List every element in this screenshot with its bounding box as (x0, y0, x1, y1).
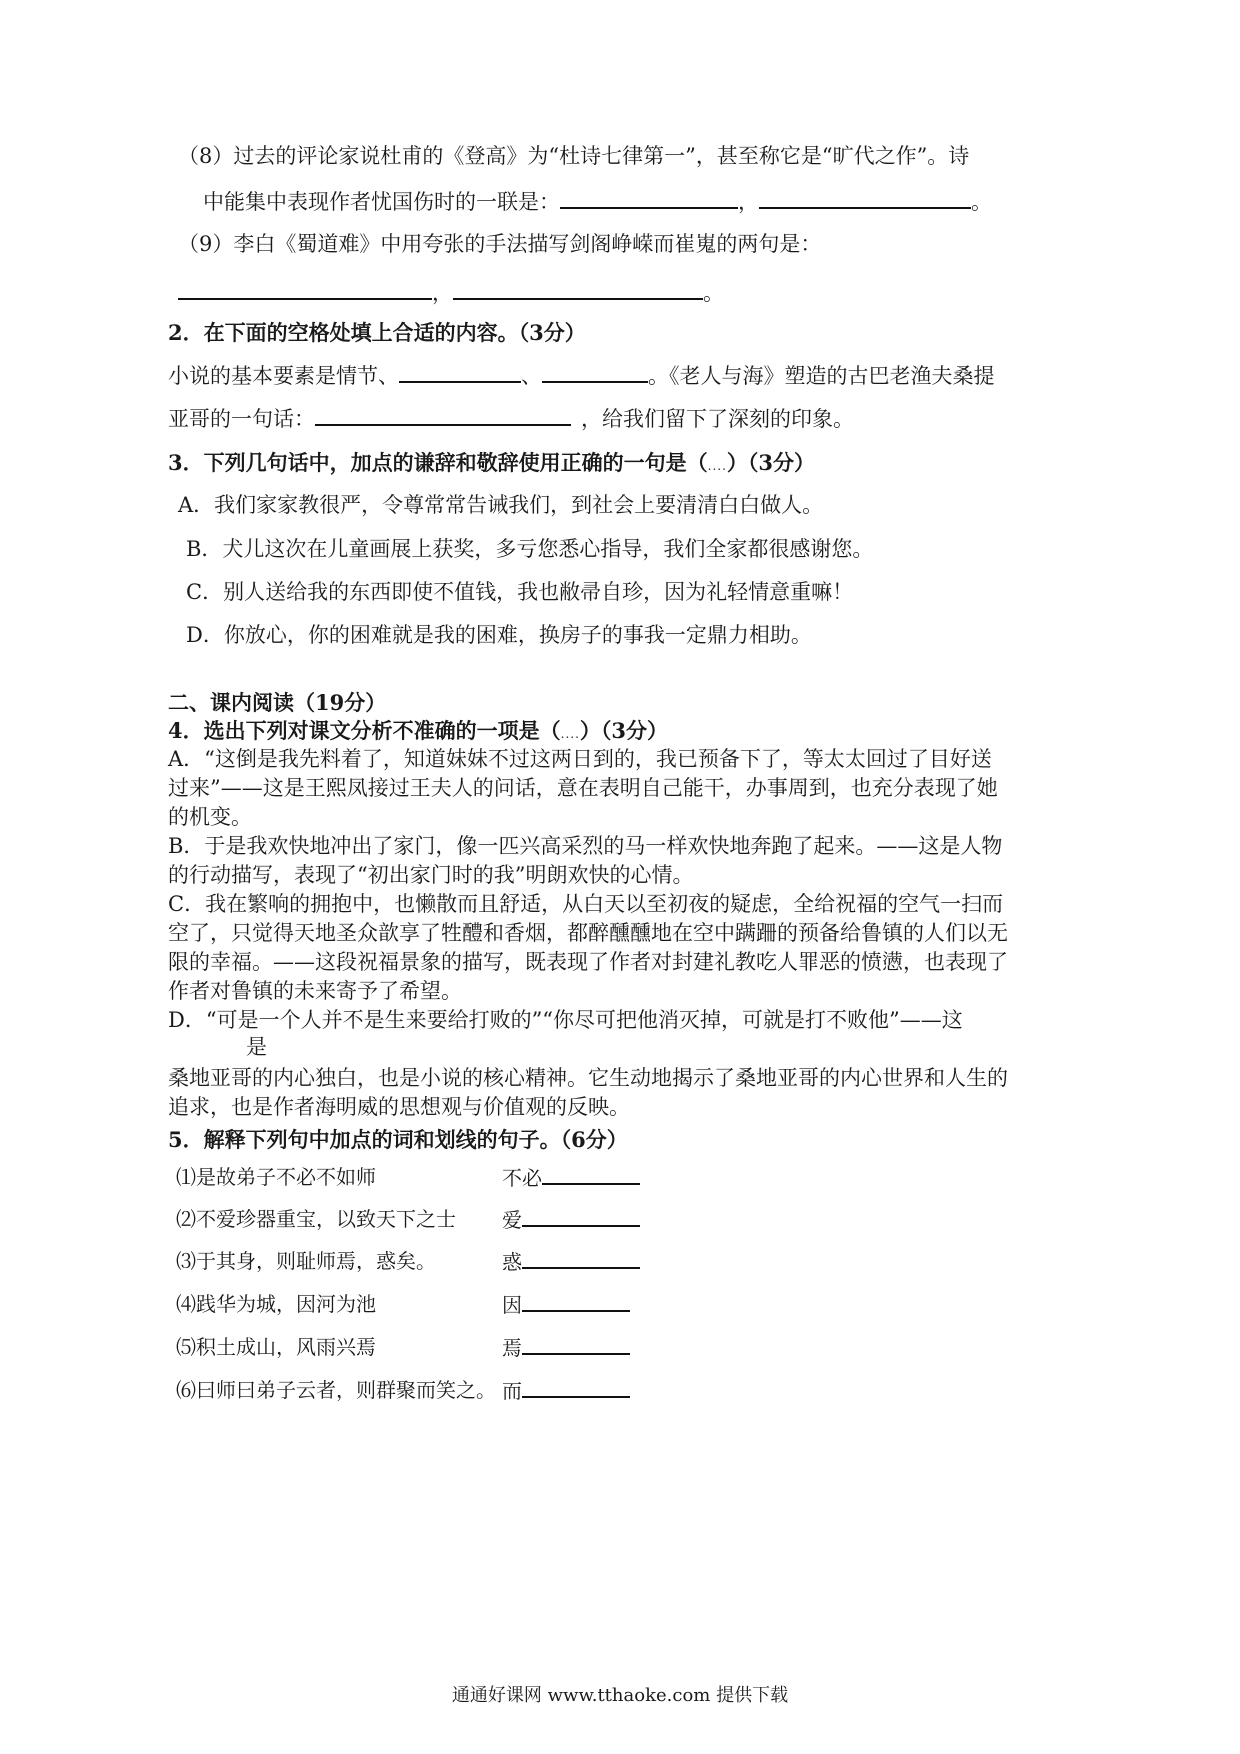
q9-comma: ， (432, 281, 453, 305)
q2-blank-3[interactable] (315, 404, 571, 426)
q2-line2-a: 亚哥的一句话： (168, 407, 315, 431)
q3-option-b[interactable]: B．犬儿这次在儿童画展上获奖，多亏您悉心指导，我们全家都很感谢您。 (186, 537, 874, 561)
q4-line-12: 桑地亚哥的内心独白，也是小说的核心精神。它生动地揭示了桑地亚哥的内心世界和人生的 (168, 1066, 1008, 1090)
q5-item-3-answer (502, 1247, 640, 1276)
section2-title: 二、课内阅读（19分） (168, 690, 387, 715)
q3-option-c[interactable]: C．别人送给我的东西即使不值钱，我也敝帚自珍，因为礼轻情意重嘛！ (186, 580, 854, 604)
q2-line1 (168, 361, 995, 390)
q5-item-3-word: 惑 (502, 1250, 522, 1274)
q3-title (168, 449, 815, 480)
q5-item-3-sentence: ⑶于其身，则耻师焉，惑矣。 (176, 1249, 436, 1273)
footer-credit: 通通好课网 www.tthaoke.com 提供下载 (451, 1685, 789, 1706)
q3-option-a[interactable]: A．我们家家教很严，令尊常常告诫我们，到社会上要清清白白做人。 (178, 493, 824, 517)
q3-title-dots: .... (707, 459, 727, 473)
q4-line-11: 是 (246, 1035, 267, 1059)
q5-item-1-answer (502, 1163, 640, 1192)
q5-item-4-blank[interactable] (522, 1290, 630, 1312)
q4-title-b: ）（3分） (579, 718, 669, 743)
q8-line2 (203, 187, 992, 216)
q9-line2 (178, 278, 724, 307)
q5-item-5-answer (502, 1333, 630, 1362)
q4-line-4: B．于是我欢快地冲出了家门，像一匹兴高采烈的马一样欢快地奔跑了起来。——这是人物 (168, 834, 1003, 858)
q2-line1-c: 。《老人与海》塑造的古巴老渔夫桑提 (648, 364, 995, 388)
q4-line-7: 空了，只觉得天地圣众歆享了牲醴和香烟，都醉醺醺地在空中蹒跚的预备给鲁镇的人们以无 (168, 921, 1008, 945)
q3-title-b: ）（3分） (726, 450, 816, 475)
q4-line-8: 限的幸福。——这段祝福景象的描写，既表现了作者对封建礼教吃人罪恶的愤懑，也表现了 (168, 950, 1008, 974)
q5-item-2-answer (502, 1205, 640, 1234)
q5-item-5-word: 焉 (502, 1336, 522, 1360)
q5-item-6-word: 而 (502, 1379, 522, 1403)
q5-item-2-blank[interactable] (522, 1205, 640, 1227)
q4-title-dots: .... (560, 727, 580, 741)
q5-item-5-sentence: ⑸积土成山，风雨兴焉 (176, 1335, 376, 1359)
q2-blank-2[interactable] (542, 361, 648, 383)
q5-item-4-sentence: ⑷践华为城，因河为池 (176, 1292, 376, 1316)
q5-item-2-word: 爱 (502, 1208, 522, 1232)
q8-line2-text: 中能集中表现作者忧国伤时的一联是： (203, 190, 560, 214)
q5-item-2-sentence: ⑵不爱珍器重宝，以致天下之士 (176, 1207, 456, 1231)
q4-line-13: 追求，也是作者海明威的思想观与价值观的反映。 (168, 1095, 630, 1119)
q3-title-a: 3．下列几句话中，加点的谦辞和敬辞使用正确的一句是（ (168, 450, 708, 475)
q4-line-2: 过来”——这是王熙凤接过王夫人的问话，意在表明自己能干，办事周到，也充分表现了她 (168, 776, 998, 800)
q4-line-1: A．“这倒是我先料着了，知道妹妹不过这两日到的，我已预备下了，等太太回过了目好送 (168, 747, 992, 771)
q9-blank-1[interactable] (178, 278, 432, 300)
q2-line2 (168, 404, 854, 433)
q2-title: 2．在下面的空格处填上合适的内容。（3分） (168, 320, 586, 345)
q4-line-5: 的行动描写，表现了“初出家门时的我”明朗欢快的心情。 (168, 863, 694, 887)
q5-item-6-sentence: ⑹曰师曰弟子云者，则群聚而笑之。 (176, 1378, 496, 1402)
q5-item-5-blank[interactable] (522, 1333, 630, 1355)
q4-line-9: 作者对鲁镇的未来寄予了希望。 (168, 979, 462, 1003)
q2-line1-b: 、 (521, 364, 542, 388)
q4-line-3: 的机变。 (168, 805, 252, 829)
q3-option-d[interactable]: D．你放心，你的困难就是我的困难，换房子的事我一定鼎力相助。 (186, 623, 812, 647)
q5-item-3-blank[interactable] (522, 1247, 640, 1269)
q5-item-6-answer (502, 1376, 630, 1405)
q5-item-6-blank[interactable] (522, 1376, 630, 1398)
q8-comma: ， (738, 190, 759, 214)
q2-line2-b: ，给我们留下了深刻的印象。 (581, 407, 854, 431)
q5-item-4-word: 因 (502, 1293, 522, 1317)
q4-line-10: D．“可是一个人并不是生来要给打败的”“你尽可把他消灭掉，可就是打不败他”——这 (168, 1008, 963, 1032)
q5-title: 5．解释下列句中加点的词和划线的句子。（6分） (168, 1127, 628, 1152)
q5-item-1-word: 不必 (502, 1166, 542, 1190)
q2-blank-1[interactable] (399, 361, 521, 383)
q2-line1-a: 小说的基本要素是情节、 (168, 364, 399, 388)
q5-item-1-sentence: ⑴是故弟子不必不如师 (176, 1165, 376, 1189)
q9-period: 。 (703, 281, 724, 305)
q8-blank-1[interactable] (560, 187, 738, 209)
q5-item-1-blank[interactable] (542, 1163, 640, 1185)
q9-blank-2[interactable] (453, 278, 703, 300)
q8-line1: （8）过去的评论家说杜甫的《登高》为“杜诗七律第一”，甚至称它是“旷代之作”。诗 (178, 144, 970, 168)
q4-title-a: 4．选出下列对课文分析不准确的一项是（ (168, 718, 561, 743)
q8-blank-2[interactable] (759, 187, 971, 209)
q8-period: 。 (971, 190, 992, 214)
q5-item-4-answer (502, 1290, 630, 1319)
q4-title (168, 717, 668, 748)
q4-line-6: C．我在繁响的拥抱中，也懒散而且舒适，从白天以至初夜的疑虑，全给祝福的空气一扫而 (168, 892, 1004, 916)
q9-line1: （9）李白《蜀道难》中用夸张的手法描写剑阁峥嵘而崔嵬的两句是： (178, 232, 822, 256)
